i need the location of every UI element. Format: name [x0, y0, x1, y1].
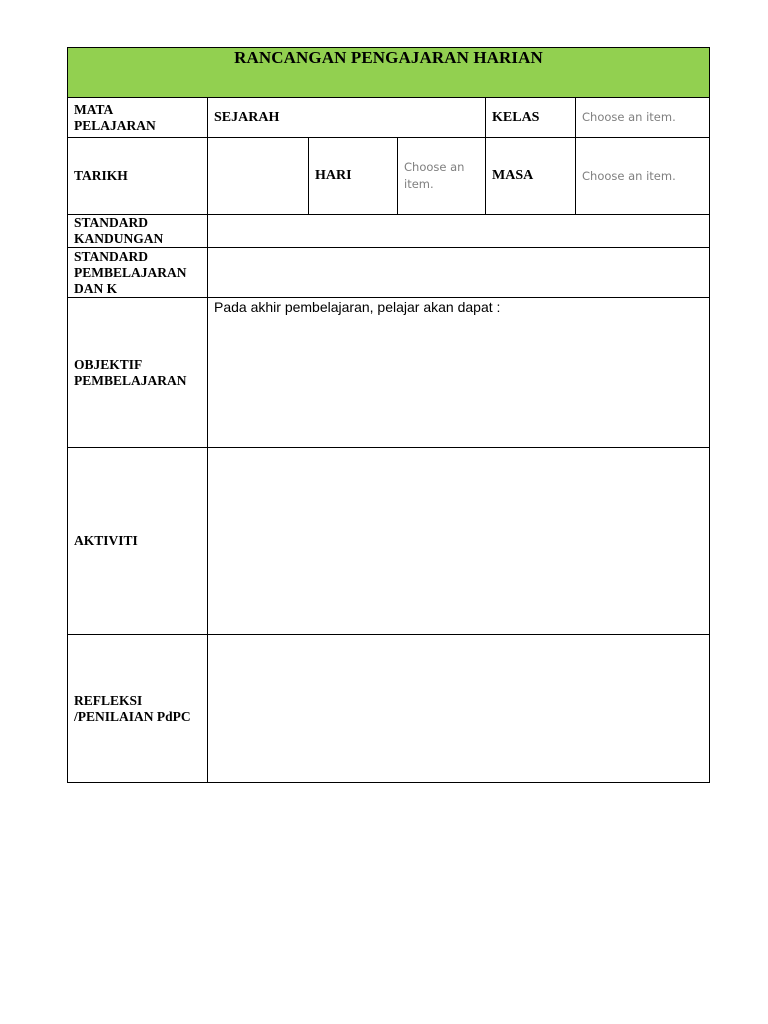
page-title: RANCANGAN PENGAJARAN HARIAN [234, 48, 543, 67]
standard-pembelajaran-value-cell[interactable] [208, 248, 710, 298]
objektif-value-cell[interactable] [208, 298, 710, 448]
rph-table [67, 47, 710, 783]
mata-pelajaran-label-cell [68, 98, 208, 138]
hari-label: HARI [315, 168, 352, 183]
objektif-label-cell [68, 298, 208, 448]
objektif-label-line2: PEMBELAJARAN [74, 372, 187, 388]
objektif-label-line1: OBJEKTIF [74, 356, 143, 372]
masa-dropdown[interactable] [576, 138, 710, 215]
masa-label: MASA [492, 168, 534, 183]
standard-pembelajaran-label-line3: DAN K [74, 280, 118, 296]
kelas-label: KELAS [492, 109, 540, 125]
standard-pembelajaran-label-line1: STANDARD [74, 248, 149, 264]
hari-dropdown-value[interactable]: Choose an item. [404, 160, 465, 191]
standard-kandungan-value-cell[interactable] [208, 215, 710, 248]
kelas-label-cell [486, 98, 576, 138]
masa-label-cell [486, 138, 576, 215]
mata-pelajaran-value[interactable]: SEJARAH [214, 109, 280, 125]
tarikh-value-cell[interactable] [208, 138, 309, 215]
standard-pembelajaran-label-cell [68, 248, 208, 298]
tarikh-label: TARIKH [74, 167, 128, 183]
kelas-dropdown-value[interactable]: Choose an item. [582, 110, 676, 124]
mata-pelajaran-label-line1: MATA [74, 101, 114, 117]
refleksi-label-cell [68, 635, 208, 783]
title-cell [68, 48, 710, 98]
refleksi-label-line1: REFLEKSI [74, 692, 143, 708]
standard-kandungan-label-line1: STANDARD [74, 215, 149, 230]
hari-label-cell [309, 138, 398, 215]
mata-pelajaran-label-line2: PELAJARAN [74, 117, 156, 133]
masa-dropdown-value[interactable]: Choose an item. [582, 168, 676, 183]
hari-dropdown[interactable] [398, 138, 486, 215]
aktiviti-value-cell[interactable] [208, 448, 710, 635]
kelas-dropdown[interactable] [576, 98, 710, 138]
standard-pembelajaran-label-line2: PEMBELAJARAN [74, 264, 187, 280]
objektif-intro-text[interactable]: Pada akhir pembelajaran, pelajar akan dapat : [214, 299, 501, 315]
standard-kandungan-label-cell [68, 215, 208, 248]
aktiviti-label-cell [68, 448, 208, 635]
mata-pelajaran-value-cell[interactable] [208, 98, 486, 138]
standard-kandungan-label-line2: KANDUNGAN [74, 231, 164, 246]
aktiviti-label: AKTIVITI [74, 532, 138, 548]
refleksi-value-cell[interactable] [208, 635, 710, 783]
refleksi-label-line2: /PENILAIAN PdPC [74, 708, 191, 724]
tarikh-label-cell [68, 138, 208, 215]
